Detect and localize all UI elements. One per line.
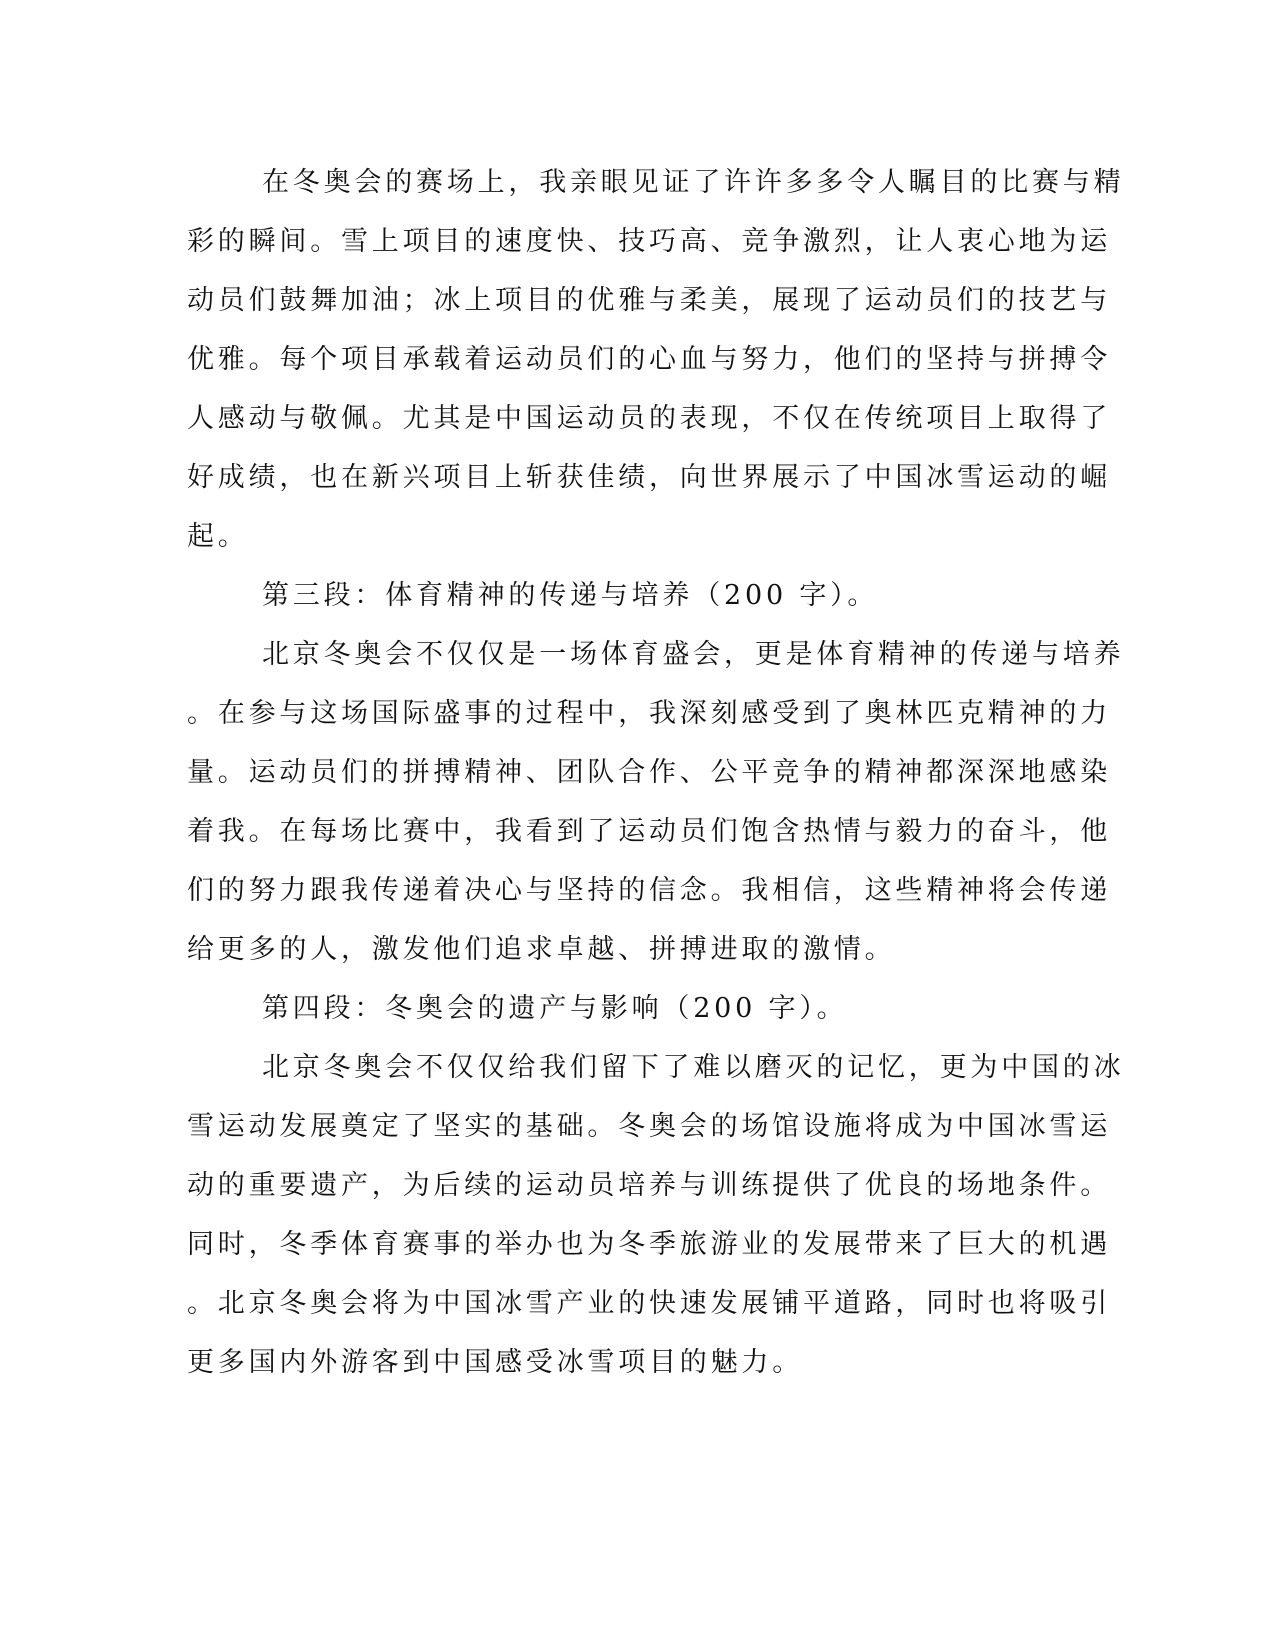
paragraph-2-line-4: 着我。在每场比赛中，我看到了运动员们饱含热情与毅力的奋斗，他: [187, 816, 1111, 847]
paragraph-3-line-6: 更多国内外游客到中国感受冰雪项目的魅力。: [187, 1347, 803, 1378]
paragraph-1-line-1: 在冬奥会的赛场上，我亲眼见证了许许多多令人瞩目的比赛与精: [262, 167, 1125, 198]
paragraph-1-line-3: 动员们鼓舞加油；冰上项目的优雅与柔美，展现了运动员们的技艺与: [187, 285, 1111, 316]
paragraph-1-line-4: 优雅。每个项目承载着运动员们的心血与努力，他们的坚持与拼搏令: [187, 344, 1111, 375]
paragraph-2-line-2: 。在参与这场国际盛事的过程中，我深刻感受到了奥林匹克精神的力: [187, 698, 1111, 729]
paragraph-2-line-3: 量。运动员们的拼搏精神、团队合作、公平竞争的精神都深深地感染: [187, 757, 1111, 788]
paragraph-1-line-2: 彩的瞬间。雪上项目的速度快、技巧高、竞争激烈，让人衷心地为运: [187, 226, 1111, 257]
paragraph-1-line-7: 起。: [187, 521, 249, 552]
paragraph-2-line-6: 给更多的人，激发他们追求卓越、拼搏进取的激情。: [187, 934, 896, 965]
paragraph-3-line-4: 同时，冬季体育赛事的举办也为冬季旅游业的发展带来了巨大的机遇: [187, 1229, 1111, 1260]
paragraph-1-line-5: 人感动与敬佩。尤其是中国运动员的表现，不仅在传统项目上取得了: [187, 403, 1111, 434]
section-4-heading: 第四段：冬奥会的遗产与影响（200 字）。: [262, 993, 848, 1024]
paragraph-3-line-3: 动的重要遗产，为后续的运动员培养与训练提供了优良的场地条件。: [187, 1170, 1111, 1201]
paragraph-3-line-5: 。北京冬奥会将为中国冰雪产业的快速发展铺平道路，同时也将吸引: [187, 1288, 1111, 1319]
paragraph-3-line-2: 雪运动发展奠定了坚实的基础。冬奥会的场馆设施将成为中国冰雪运: [187, 1111, 1111, 1142]
paragraph-3-line-1: 北京冬奥会不仅仅给我们留下了难以磨灭的记忆，更为中国的冰: [262, 1052, 1125, 1083]
paragraph-1-line-6: 好成绩，也在新兴项目上斩获佳绩，向世界展示了中国冰雪运动的崛: [187, 462, 1111, 493]
section-3-heading: 第三段：体育精神的传递与培养（200 字）。: [262, 580, 879, 611]
paragraph-2-line-1: 北京冬奥会不仅仅是一场体育盛会，更是体育精神的传递与培养: [262, 639, 1125, 670]
paragraph-2-line-5: 们的努力跟我传递着决心与坚持的信念。我相信，这些精神将会传递: [187, 875, 1111, 906]
